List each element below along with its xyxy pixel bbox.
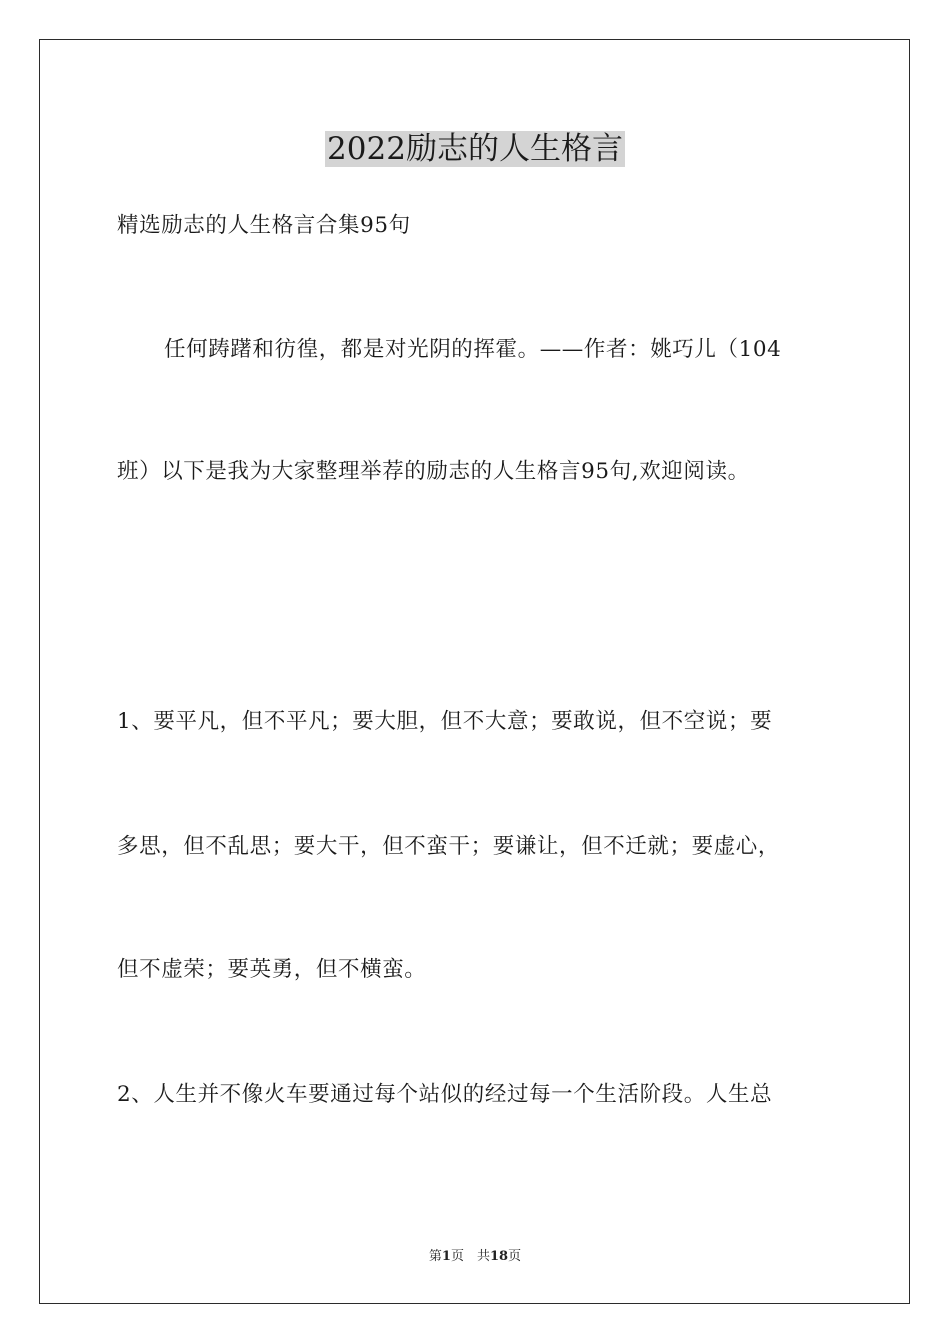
document-subtitle: 精选励志的人生格言合集95句 [117,213,411,238]
intro-line-2: 班）以下是我为大家整理举荐的励志的人生格言95句,欢迎阅读。 [117,459,750,484]
document-title [0,128,950,170]
quote-1-line-1: 1、要平凡，但不平凡；要大胆，但不大意；要敢说，但不空说；要 [117,709,773,734]
document-title-text: 2022励志的人生格言 [327,131,623,167]
quote-2-line-1: 2、人生并不像火车要通过每个站似的经过每一个生活阶段。人生总 [117,1082,773,1107]
footer-current-page: 1 [441,1249,451,1264]
footer-page-suffix: 页 [508,1249,522,1264]
footer-page-mid: 页 共 [450,1249,490,1264]
intro-line-1: 任何踌躇和彷徨，都是对光阴的挥霍。——作者：姚巧儿（104 [164,337,782,362]
quote-1-line-3: 但不虚荣；要英勇，但不横蛮。 [117,957,427,982]
footer-page-prefix: 第 [428,1249,442,1264]
quote-1-line-2: 多思，但不乱思；要大干，但不蛮干；要谦让，但不迁就；要虚心， [117,834,781,859]
page-footer [0,1248,950,1266]
footer-total-pages: 18 [489,1249,509,1264]
